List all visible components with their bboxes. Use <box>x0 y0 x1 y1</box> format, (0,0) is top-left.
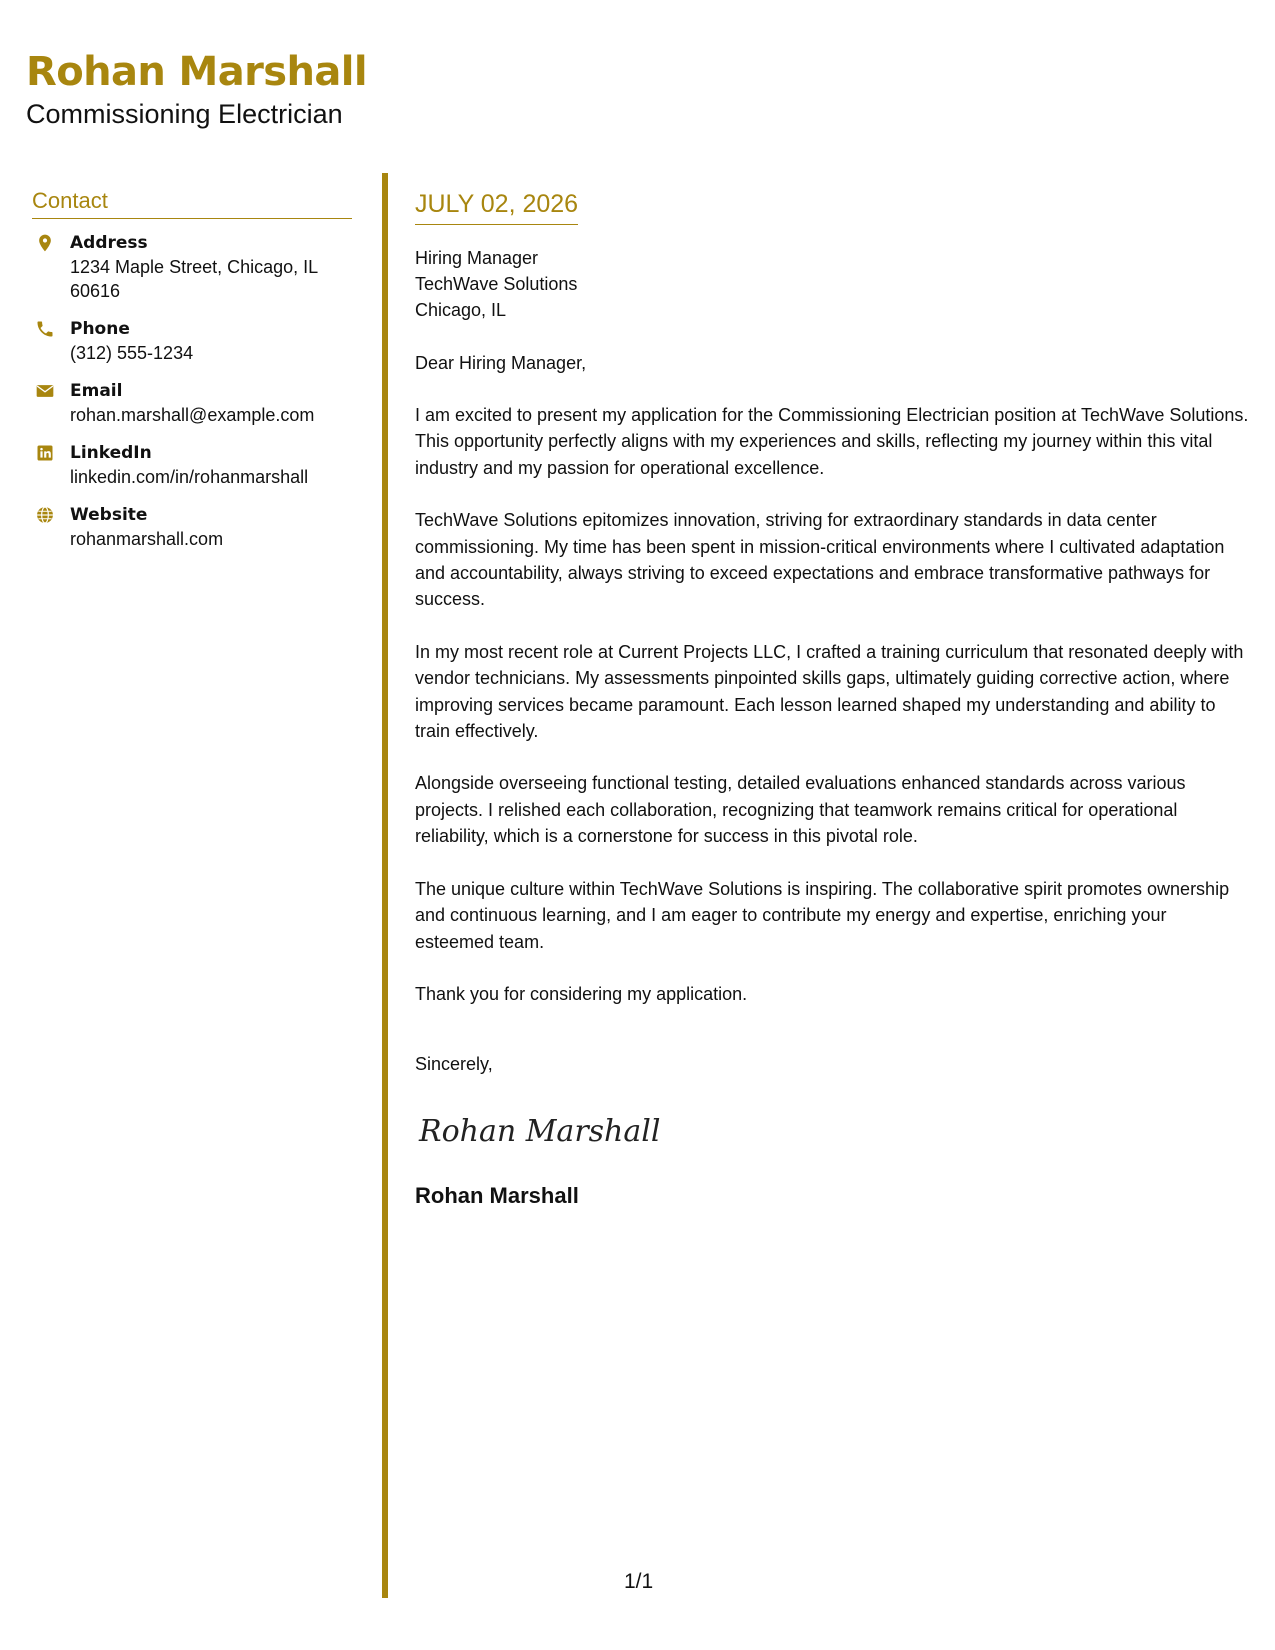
recipient-line: TechWave Solutions <box>415 274 578 294</box>
phone-icon <box>35 319 55 339</box>
contact-value: (312) 555-1234 <box>70 343 194 363</box>
recipient-line: Hiring Manager <box>415 248 539 268</box>
recipient-line: Chicago, IL <box>415 300 507 320</box>
body-paragraph: I am excited to present my application for the Commissioning Electrician position at TechWave Solutions. This opportunity perfectly aligns with my experiences and skills, reflecting my journey within this vital industry and my passion for operational excellence. <box>415 405 1249 478</box>
greeting: Dear Hiring Manager, <box>415 353 587 373</box>
letter-header <box>26 48 367 130</box>
linkedin-icon <box>35 443 55 463</box>
vertical-divider <box>382 173 388 1598</box>
contact-sidebar <box>32 188 352 565</box>
contact-label: LinkedIn <box>70 443 152 463</box>
page-number: 1/1 <box>624 1570 654 1593</box>
contact-label: Website <box>70 505 148 525</box>
handwritten-signature <box>415 1105 675 1153</box>
contact-value: rohanmarshall.com <box>70 529 224 549</box>
recipient-block <box>415 245 1250 323</box>
letter-body <box>415 190 1250 1209</box>
contact-heading: Contact <box>32 188 352 219</box>
contact-value: linkedin.com/in/rohanmarshall <box>70 467 309 487</box>
svg-text:Rohan Marshall: Rohan Marshall <box>419 1114 661 1150</box>
contact-value: 1234 Maple Street, Chicago, IL 60616 <box>70 257 318 301</box>
contact-label: Phone <box>70 319 130 339</box>
body-paragraph: Thank you for considering my application. <box>415 983 748 1004</box>
map-pin-icon <box>35 233 55 253</box>
applicant-title: Commissioning Electrician <box>26 99 343 129</box>
contact-label: Address <box>70 233 148 253</box>
contact-item-website <box>32 503 352 551</box>
contact-value: rohan.marshall@example.com <box>70 405 315 425</box>
body-paragraph: Alongside overseeing functional testing, detailed evaluations enhanced standards across various projects. I relished each collaboration, recognizing that teamwork remains critical for operational reliability, which is a cornerstone for success in this pivotal role. <box>415 773 1186 847</box>
contact-label: Email <box>70 381 123 401</box>
body-paragraph: TechWave Solutions epitomizes innovation, striving for extraordinary standards in data center commissioning. My time has been spent in mission-critical environments where I cultivated adaptation and accountability, always striving to exceed expectations and embrace transformative pathways for success. <box>415 510 1225 610</box>
contact-item-address <box>32 231 352 303</box>
body-paragraph: In my most recent role at Current Projects LLC, I crafted a training curriculum that resonated deeply with vendor technicians. My assessments pinpointed skills gaps, ultimately guiding corrective action, where improving services became paramount. Each lesson learned shaped my understanding and ability to train effectively. <box>415 641 1244 742</box>
envelope-icon <box>35 381 55 401</box>
letter-date: JULY 02, 2026 <box>415 190 578 225</box>
contact-item-linkedin <box>32 441 352 489</box>
contact-item-email <box>32 379 352 427</box>
body-paragraph: The unique culture within TechWave Solutions is inspiring. The collaborative spirit promotes ownership and continuous learning, and I am eager to contribute my energy and expertise, enriching your esteemed team. <box>415 878 1230 952</box>
applicant-name: Rohan Marshall <box>26 49 367 95</box>
contact-item-phone <box>32 317 352 365</box>
closing: Sincerely, <box>415 1054 493 1075</box>
signer-name: Rohan Marshall <box>415 1183 579 1209</box>
globe-icon <box>35 505 55 525</box>
